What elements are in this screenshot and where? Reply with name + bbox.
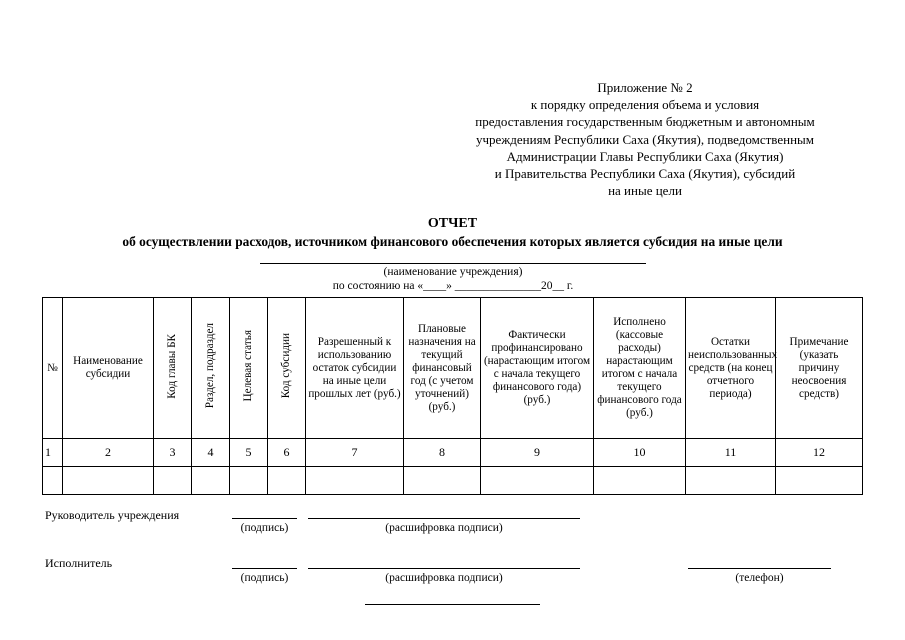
table-cell[interactable]	[594, 467, 686, 495]
appendix-line: к порядку определения объема и условия	[530, 97, 760, 113]
table-cell[interactable]	[63, 467, 154, 495]
header-subsidy-name: Наименование субсидии	[63, 298, 154, 439]
table-cell[interactable]	[192, 467, 230, 495]
phone-line[interactable]	[688, 568, 831, 569]
appendix-block	[430, 79, 860, 199]
column-number: 6	[268, 439, 306, 467]
column-number: 1	[43, 439, 63, 467]
column-number: 5	[230, 439, 268, 467]
appendix-line: на иные цели	[608, 183, 682, 199]
table-row	[43, 467, 863, 495]
header-bk-code	[154, 298, 192, 439]
column-number: 8	[404, 439, 481, 467]
table-cell[interactable]	[481, 467, 594, 495]
executor-signature-caption: (подпись)	[240, 572, 289, 584]
executor-decoding-line[interactable]	[308, 568, 580, 569]
header-number: №	[43, 298, 63, 439]
head-signature-caption: (подпись)	[240, 522, 289, 534]
appendix-line: предоставления государственным бюджетным и автономным	[475, 114, 815, 130]
bottom-divider	[365, 604, 540, 605]
table-header-row	[43, 298, 863, 439]
report-table	[42, 297, 863, 495]
report-subtitle: об осуществлении расходов, источником финансового обеспечения которых является субсидия на иные цели	[122, 234, 783, 249]
executor-decoding-caption: (расшифровка подписи)	[385, 572, 503, 584]
appendix-line: Приложение № 2	[597, 80, 693, 95]
table-cell[interactable]	[686, 467, 776, 495]
column-number: 11	[686, 439, 776, 467]
column-numbers-row	[43, 439, 863, 467]
appendix-line: Администрации Главы Республики Саха (Якутия)	[506, 148, 784, 164]
table-cell[interactable]	[776, 467, 863, 495]
report-title: ОТЧЕТ	[427, 216, 478, 231]
table-cell[interactable]	[43, 467, 63, 495]
header-target-article	[230, 298, 268, 439]
head-label: Руководитель учреждения	[45, 508, 180, 522]
header-subsidy-code	[268, 298, 306, 439]
table-cell[interactable]	[404, 467, 481, 495]
head-signature-line[interactable]	[232, 518, 297, 519]
header-target-article-text: Целевая статья	[242, 330, 254, 402]
column-number: 4	[192, 439, 230, 467]
appendix-line: учреждениям Республики Саха (Якутия), подведомственным	[476, 131, 814, 147]
header-subsidy-code-text: Код субсидии	[280, 333, 292, 399]
institution-caption: (наименование учреждения)	[383, 266, 523, 278]
header-remaining: Остатки неиспользованных средств (на конец отчетного периода)	[686, 298, 776, 439]
header-section-text: Раздел, подраздел	[204, 323, 216, 409]
column-number: 10	[594, 439, 686, 467]
phone-caption: (телефон)	[735, 572, 784, 584]
header-financed: Фактически профинансировано (нарастающим итогом с начала текущего финансового года) (руб.)	[481, 298, 594, 439]
header-section	[192, 298, 230, 439]
header-note: Примечание (указать причину неосвоения средств)	[776, 298, 863, 439]
executor-label: Исполнитель	[45, 556, 113, 570]
executor-signature-line[interactable]	[232, 568, 297, 569]
as-of-date: по состоянию на «____» _______________20__ г.	[332, 280, 574, 292]
header-permitted-balance: Разрешенный к использованию остаток субсидии на иные цели прошлых лет (руб.)	[306, 298, 404, 439]
column-number: 3	[154, 439, 192, 467]
column-number: 7	[306, 439, 404, 467]
header-bk-code-text: Код главы БК	[166, 333, 178, 399]
table-cell[interactable]	[154, 467, 192, 495]
header-planned: Плановые назначения на текущий финансовый год (с учетом уточнений) (руб.)	[404, 298, 481, 439]
table-cell[interactable]	[268, 467, 306, 495]
head-decoding-line[interactable]	[308, 518, 580, 519]
column-number: 12	[776, 439, 863, 467]
head-decoding-caption: (расшифровка подписи)	[385, 522, 503, 534]
table-cell[interactable]	[306, 467, 404, 495]
table-cell[interactable]	[230, 467, 268, 495]
appendix-line: и Правительства Республики Саха (Якутия), субсидий	[494, 166, 796, 182]
column-number: 2	[63, 439, 154, 467]
institution-name-line	[260, 263, 646, 264]
column-number: 9	[481, 439, 594, 467]
header-executed: Исполнено (кассовые расходы) нарастающим итогом с начала текущего финансового года (руб.)	[594, 298, 686, 439]
